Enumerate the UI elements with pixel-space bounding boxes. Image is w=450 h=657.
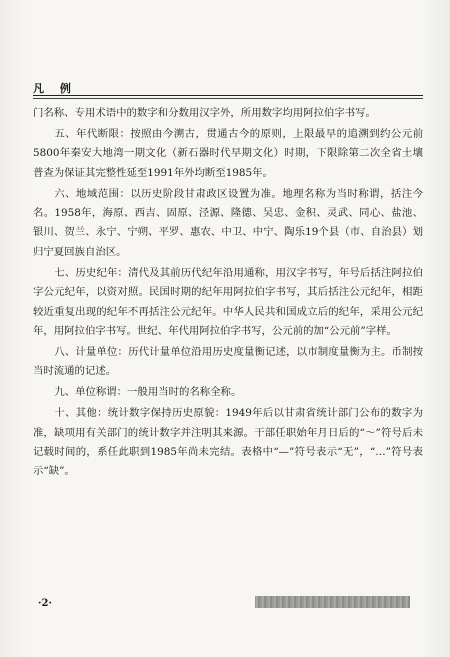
paragraph-time-limit: 五、年代断限：按照由今溯古，贯通古今的原则，上限最早的追溯到约公元前5800年秦安大地湾一期文化（新石器时代早期文化）时期，下限除第二次全省土壤普查为保证其完整性延至1991年外均断至1985年。 <box>33 127 423 179</box>
scan-artifact-band <box>255 596 410 608</box>
header-title: 凡 例 <box>33 82 77 95</box>
header-rule-thin <box>33 98 423 99</box>
paragraph-region: 六、地域范围：以历史阶段甘肃政区设置为准。地理名称为当时称谓，括注今名。1958年，海原、西吉、固原、泾源、隆德、吴忠、金积、灵武、同心、盐池、银川、贺兰、永宁、宁朔、平罗、惠农、中卫、中宁、陶乐19个县（市、自治县）划归宁夏回族自治区。 <box>33 187 423 258</box>
page-number: ·2· <box>38 598 52 609</box>
body-text <box>33 104 423 483</box>
header-rule <box>33 95 423 96</box>
paragraph-other: 十、其他：统计数字保持历史原貌：1949年后以甘肃省统计部门公布的数字为准，缺项用有关部门的统计数字并注明其来源。干部任职始年月日后的“～”符号后未记载时间的，系任此职到1985年尚未完结。表格中“—”符号表示“无”，“…”符号表示“缺”。 <box>33 407 423 478</box>
paragraph-continuation: 门名称、专用术语中的数字和分数用汉字外，所用数字均用阿拉伯字书写。 <box>33 107 376 119</box>
paragraph-chronology: 七、历史纪年：清代及其前历代纪年沿用通称，用汉字书写，年号后括注阿拉伯字公元纪年，以资对照。民国时期的纪年用阿拉伯字书写，其后括注公元纪年，相距较近重复出现的纪年不再括注公元纪年。中华人民共和国成立后的纪年，采用公元纪年，用阿拉伯字书写。世纪、年代用阿拉伯字书写，公元前的加“公元前”字样。 <box>33 266 423 337</box>
paragraph-units: 八、计量单位：历代计量单位沿用历史度量衡记述，以市制度量衡为主。币制按当时流通的记述。 <box>33 345 423 378</box>
page-header <box>33 80 423 96</box>
paragraph-titles: 九、单位称谓：一般用当时的名称全称。 <box>54 386 242 399</box>
